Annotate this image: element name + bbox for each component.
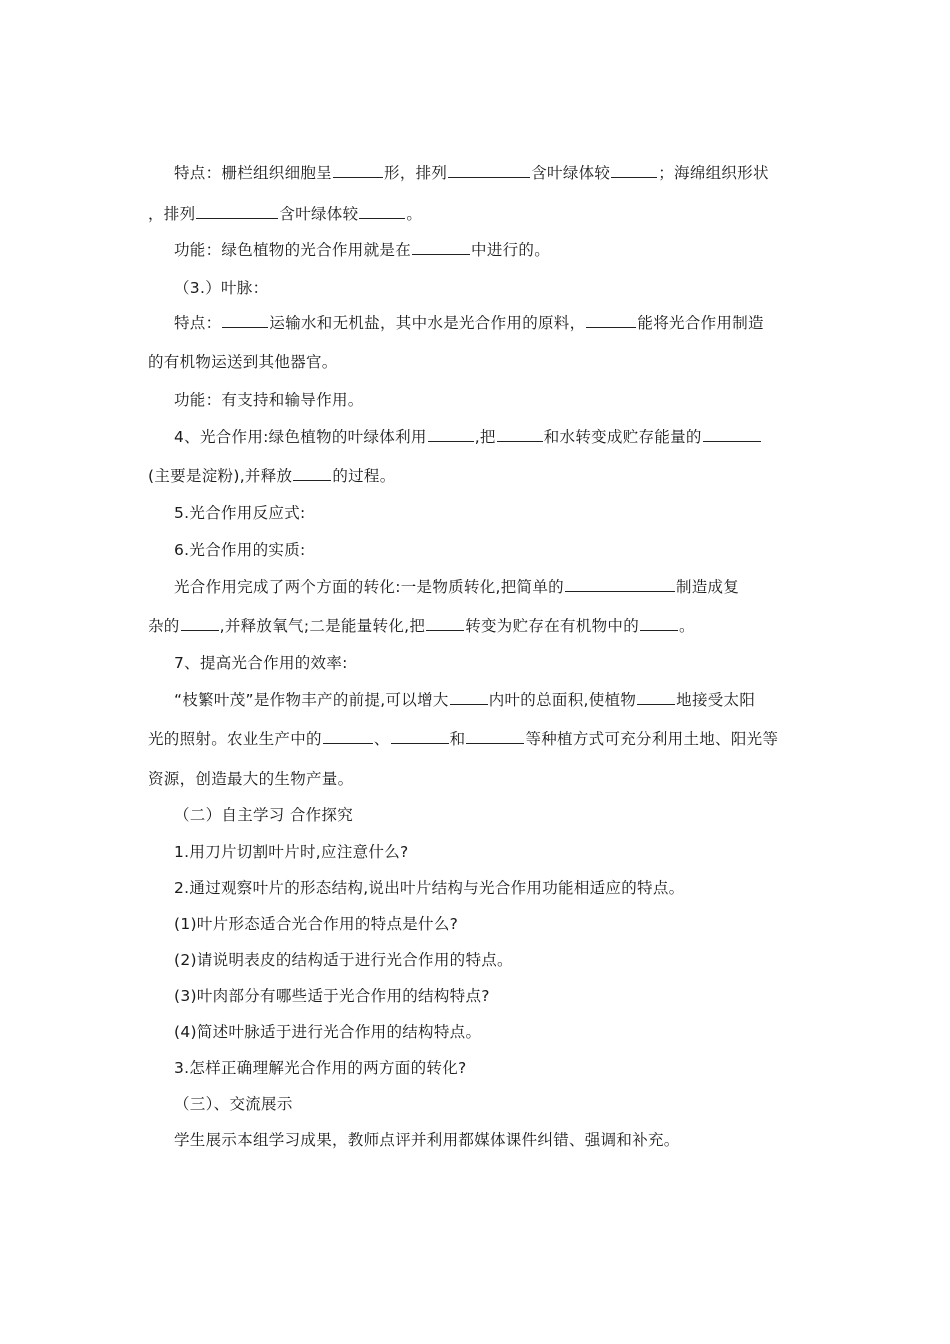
answer-blank[interactable] [497, 427, 543, 442]
photosynthesis-definition-cont: (主要是淀粉),并释放 的过程。 [148, 467, 396, 485]
essence-heading: 6.光合作用的实质: [174, 541, 306, 559]
question-1: 1.用刀片切割叶片时,应注意什么? [174, 843, 409, 861]
answer-blank[interactable] [448, 163, 530, 178]
answer-blank[interactable] [428, 427, 474, 442]
question-2-3: (3)叶肉部分有哪些适于光合作用的结构特点? [174, 987, 490, 1005]
question-2: 2.通过观察叶片的形态结构,说出叶片结构与光合作用功能相适应的特点。 [174, 879, 685, 897]
question-2-1: (1)叶片形态适合光合作用的特点是什么? [174, 915, 459, 933]
answer-blank[interactable] [466, 729, 524, 744]
vein-features-line: 特点： 运输水和无机盐，其中水是光合作用的原料， 能将光合作用制造 [174, 314, 764, 332]
answer-blank[interactable] [426, 616, 464, 631]
exchange-text: 学生展示本组学习成果，教师点评并利用都媒体课件纠错、强调和补充。 [174, 1131, 680, 1149]
vein-heading: （3.）叶脉： [174, 279, 269, 297]
efficiency-cont: 光的照射。农业生产中的 、 和 等种植方式可充分利用土地、阳光等 [148, 730, 779, 748]
answer-blank[interactable] [359, 204, 405, 219]
answer-blank[interactable] [391, 729, 449, 744]
answer-blank[interactable] [637, 690, 675, 705]
efficiency-cont-2: 资源，创造最大的生物产量。 [148, 770, 354, 788]
answer-blank[interactable] [196, 204, 278, 219]
photosynthesis-definition-line: 4、光合作用:绿色植物的叶绿体利用 ,把 和水转变成贮存能量的 [174, 427, 762, 447]
vein-features-cont: 的有机物运送到其他器官。 [148, 353, 338, 371]
palisade-features-line: 特点：栅栏组织细胞呈 形，排列 含叶绿体较 ；海绵组织形状 [174, 164, 769, 182]
question-2-2: (2)请说明表皮的结构适于进行光合作用的特点。 [174, 951, 513, 969]
mesophyll-function-line: 功能：绿色植物的光合作用就是在 中进行的。 [174, 241, 551, 259]
answer-blank[interactable] [586, 313, 636, 328]
answer-blank[interactable] [565, 577, 675, 592]
essence-cont: 杂的 ,并释放氧气;二是能量转化,把 转变为贮存在有机物中的 。 [148, 617, 695, 635]
spongy-features-line: ，排列 含叶绿体较 。 [148, 205, 423, 223]
question-2-4: (4)简述叶脉适于进行光合作用的结构特点。 [174, 1023, 482, 1041]
answer-blank[interactable] [611, 163, 657, 178]
vein-function-line: 功能：有支持和输导作用。 [174, 391, 364, 409]
essence-line: 光合作用完成了两个方面的转化:一是物质转化,把简单的 制造成复 [174, 578, 740, 596]
answer-blank[interactable] [640, 616, 678, 631]
answer-blank[interactable] [181, 616, 219, 631]
answer-blank[interactable] [412, 240, 470, 255]
answer-blank[interactable] [450, 690, 488, 705]
efficiency-heading: 7、提高光合作用的效率: [174, 654, 348, 672]
reaction-equation-heading: 5.光合作用反应式: [174, 504, 306, 522]
answer-blank[interactable] [293, 466, 331, 481]
answer-blank[interactable] [703, 427, 761, 442]
section-heading-3: （三）、交流展示 [174, 1095, 293, 1113]
answer-blank[interactable] [333, 163, 383, 178]
question-3: 3.怎样正确理解光合作用的两方面的转化? [174, 1059, 467, 1077]
section-heading-2: （二）自主学习 合作探究 [174, 806, 354, 824]
answer-blank[interactable] [323, 729, 373, 744]
efficiency-line: “枝繁叶茂”是作物丰产的前提,可以增大 内叶的总面积,使植物 地接受太阳 [174, 691, 756, 709]
answer-blank[interactable] [222, 313, 268, 328]
